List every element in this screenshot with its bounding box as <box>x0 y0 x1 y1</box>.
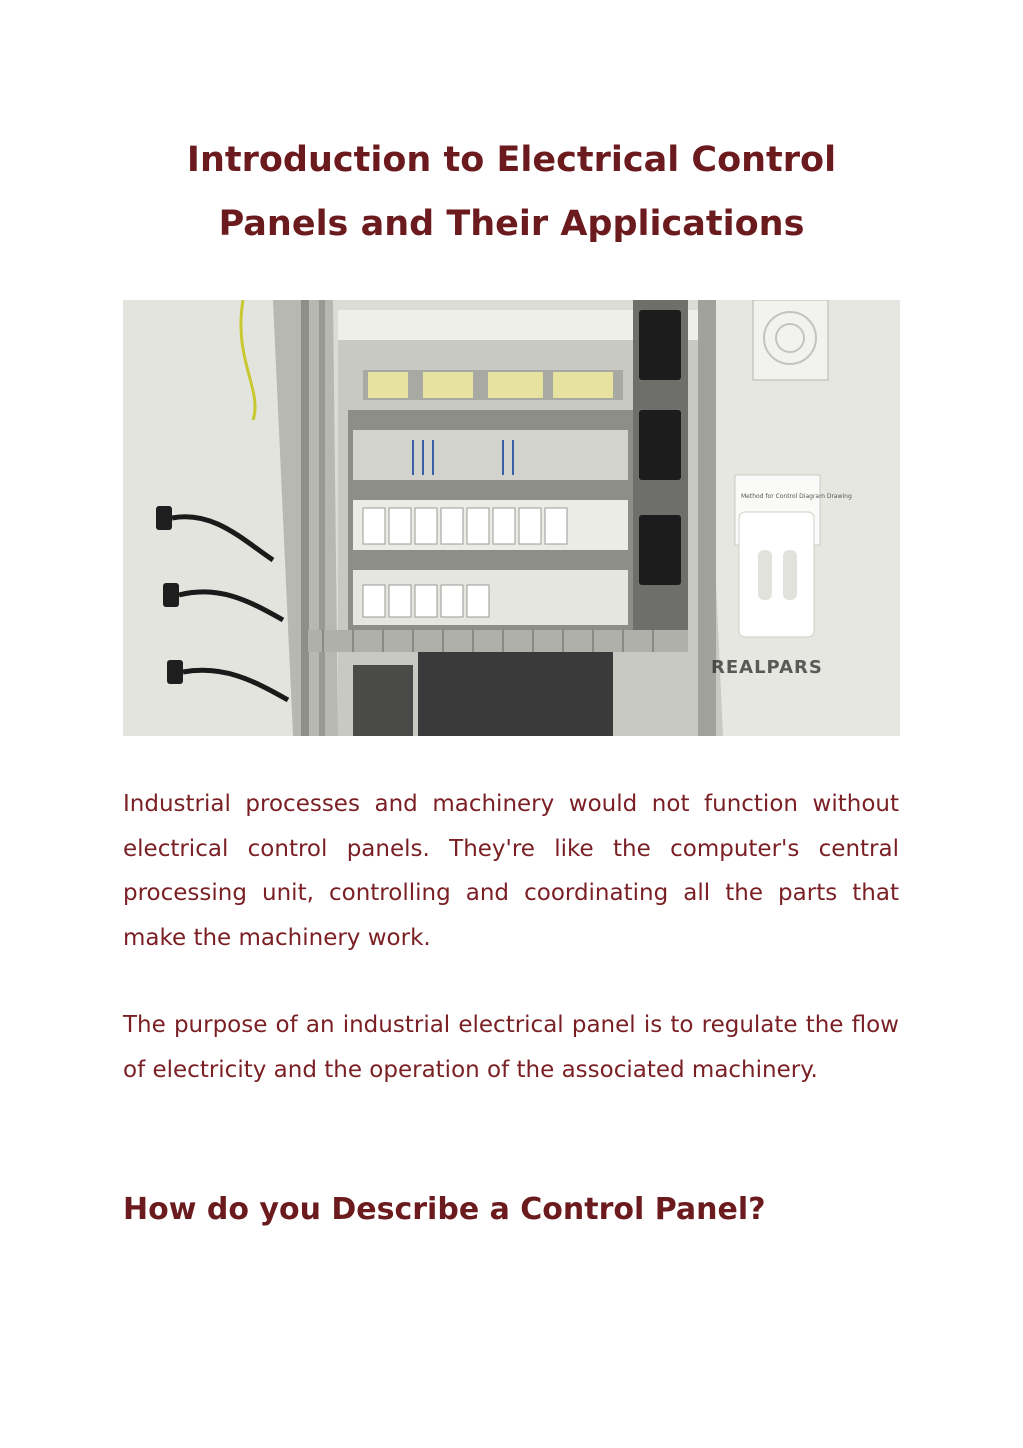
intro-paragraph: Industrial processes and machinery would not function without electrical control panels. They're like the computer's central processing unit, controlling and coordinating all the parts that make the machinery work. <box>123 791 899 951</box>
section-heading: How do you Describe a Control Panel? <box>123 1192 766 1227</box>
control-panel-photo <box>123 300 900 736</box>
binder-text: Method for Control Diagram Drawing <box>741 493 852 500</box>
document-title: Introduction to Electrical Control Panels and Their Applications <box>186 140 837 244</box>
realpars-watermark: REALPARS <box>711 657 823 678</box>
purpose-paragraph: The purpose of an industrial electrical panel is to regulate the flow of electricity and the operation of the associated machinery. <box>123 1012 899 1083</box>
